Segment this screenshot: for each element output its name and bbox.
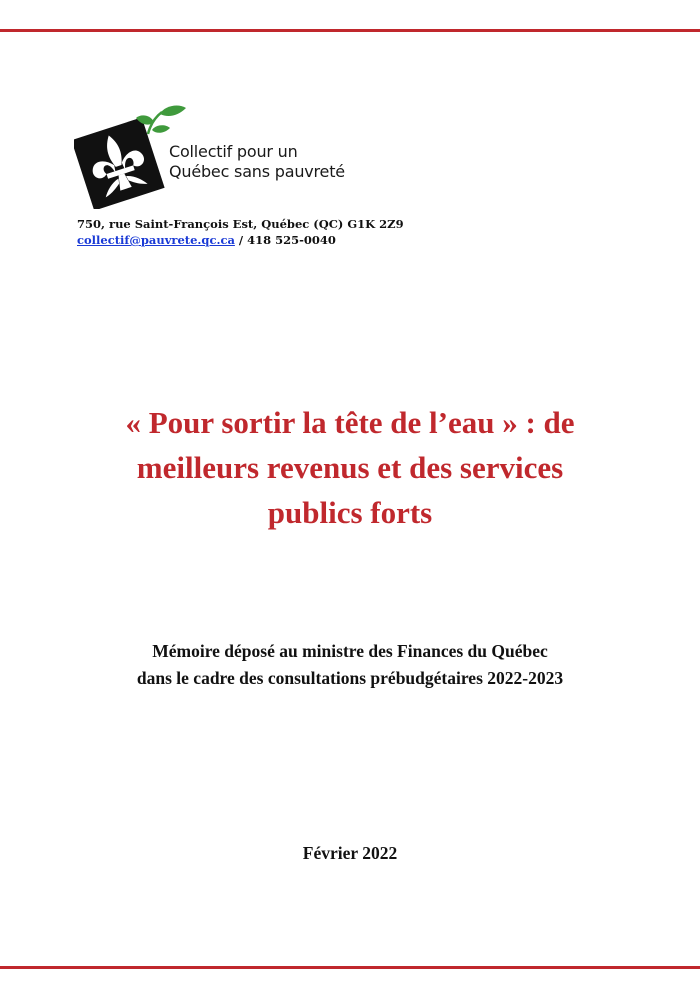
contact-separator: / bbox=[234, 233, 248, 247]
title-line-3: publics forts bbox=[267, 495, 433, 530]
title-line-1: « Pour sortir la tête de l’eau » : de bbox=[125, 405, 575, 440]
subtitle-line-1: Mémoire déposé au ministre des Finances du Québec bbox=[152, 641, 548, 661]
organization-name bbox=[169, 142, 345, 182]
title-line-2: meilleurs revenus et des services bbox=[136, 450, 564, 485]
document-date: Février 2022 bbox=[302, 843, 398, 863]
contact-line bbox=[77, 232, 404, 248]
street-address: 750, rue Saint-François Est, Québec (QC) G1K 2Z9 bbox=[77, 217, 404, 231]
document-title bbox=[40, 400, 660, 535]
contact-block bbox=[77, 216, 404, 248]
top-red-rule bbox=[0, 29, 700, 32]
document-subtitle bbox=[30, 638, 670, 692]
organization-name-line-2: Québec sans pauvreté bbox=[169, 162, 345, 181]
email-link[interactable]: collectif@pauvrete.qc.ca bbox=[77, 233, 235, 247]
subtitle-line-2: dans le cadre des consultations prébudgétaires 2022-2023 bbox=[136, 668, 564, 688]
organization-logo bbox=[74, 104, 374, 209]
organization-name-line-1: Collectif pour un bbox=[169, 142, 298, 161]
phone-number: 418 525-0040 bbox=[247, 233, 336, 247]
bottom-red-rule bbox=[0, 966, 700, 969]
